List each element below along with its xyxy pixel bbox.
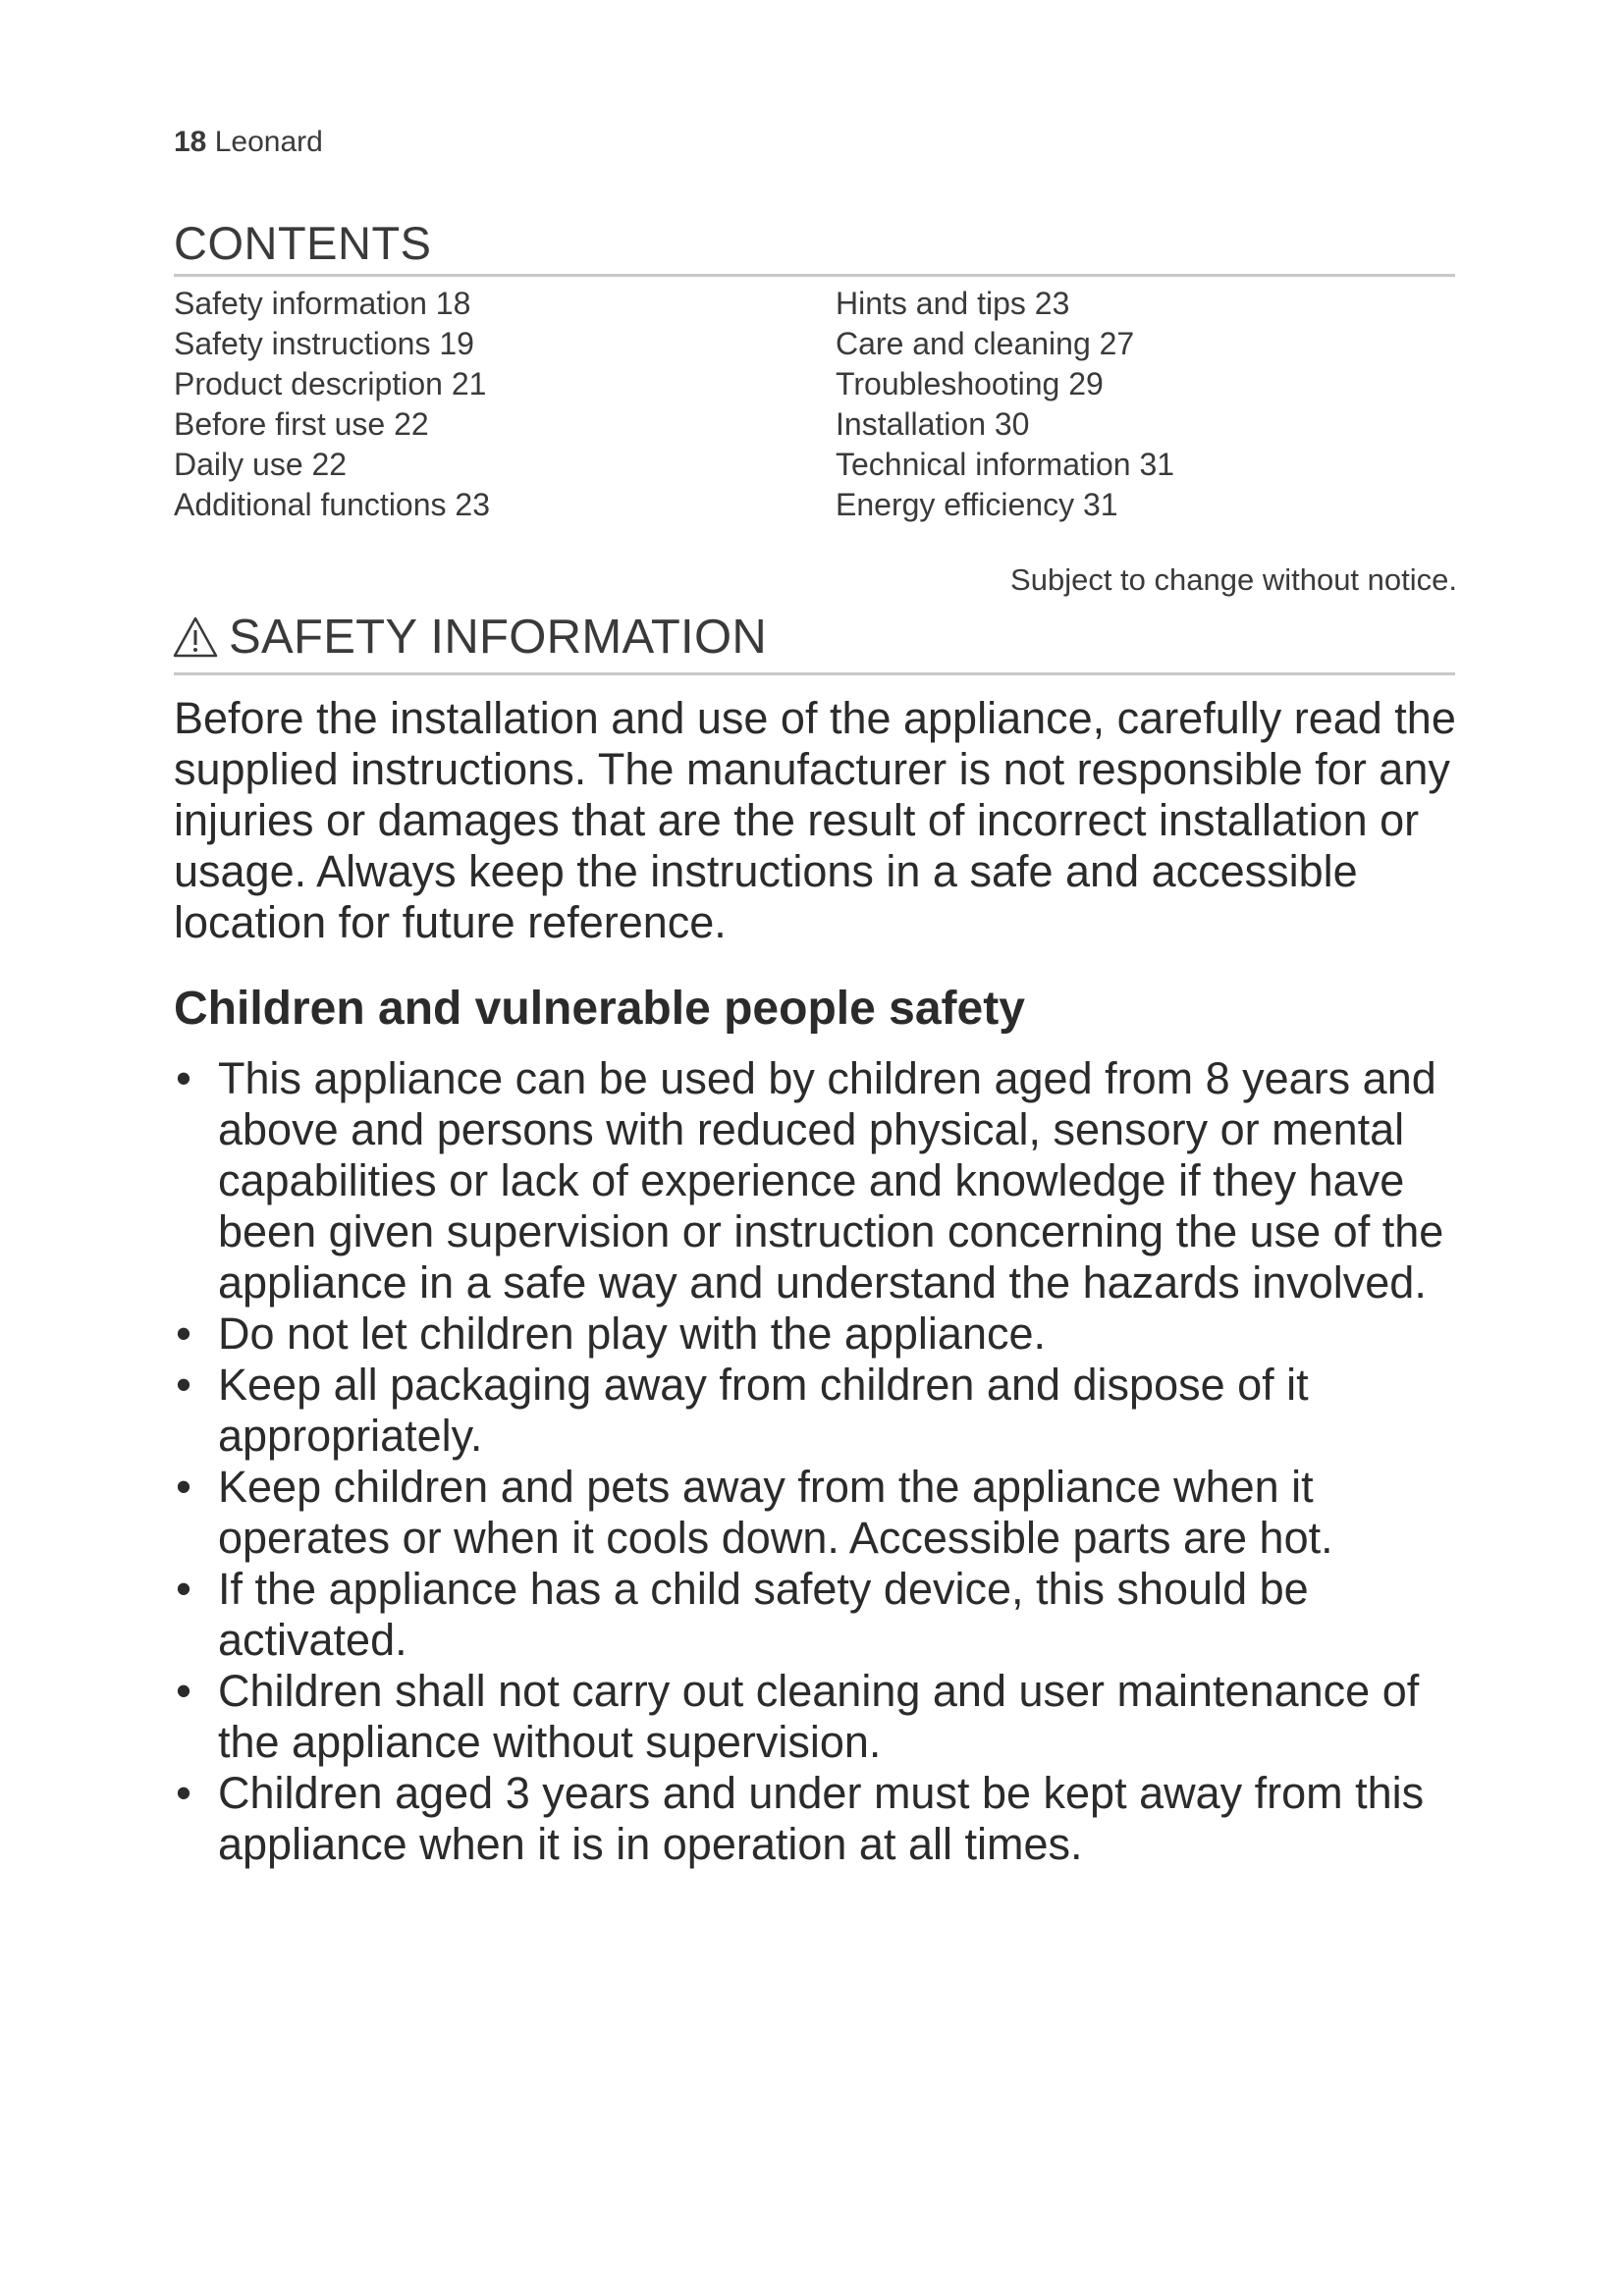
list-item [174, 1564, 1470, 1666]
bullet-icon: • [176, 1666, 191, 1716]
list-item-text: Keep children and pets away from the appliance when it operates or when it cools down. Accessible parts are hot. [218, 1462, 1333, 1563]
list-item [174, 1462, 1470, 1564]
list-item-text: This appliance can be used by children aged from 8 years and above and persons with reduced physical, sensory or mental capabilities or lack of experience and knowledge if they have been given supervision or instruction concerning the use of the appliance in a safe way and understand the hazards involved. [218, 1053, 1444, 1308]
toc-item[interactable]: Daily use 22 [174, 447, 348, 482]
toc-item[interactable]: Before first use 22 [174, 406, 429, 442]
list-item [174, 1666, 1470, 1768]
list-item-text: Children shall not carry out cleaning and user maintenance of the appliance without supervision. [218, 1666, 1420, 1767]
children-safety-heading: Children and vulnerable people safety [174, 983, 1025, 1035]
toc-item[interactable]: Additional functions 23 [174, 487, 490, 522]
toc-left-column [174, 284, 490, 525]
contents-title: CONTENTS [174, 217, 432, 269]
list-item [174, 1360, 1470, 1462]
list-item-text: If the appliance has a child safety device, this should be activated. [218, 1564, 1309, 1665]
toc-item[interactable]: Safety instructions 19 [174, 326, 474, 361]
list-item [174, 1053, 1470, 1308]
bullet-icon: • [176, 1564, 191, 1614]
toc-item[interactable]: Care and cleaning 27 [836, 326, 1135, 361]
list-item-text: Do not let children play with the appliance. [218, 1308, 1047, 1359]
toc-item[interactable]: Troubleshooting 29 [836, 366, 1104, 401]
change-notice: Subject to change without notice. [1010, 562, 1457, 597]
toc-right-column [836, 284, 1174, 525]
safety-divider [174, 672, 1455, 675]
page-number: 18 [174, 126, 207, 158]
safety-heading-text: SAFETY INFORMATION [229, 611, 768, 664]
list-item [174, 1308, 1470, 1360]
toc-item[interactable]: Safety information 18 [174, 286, 471, 321]
bullet-icon: • [176, 1053, 191, 1103]
list-item [174, 1768, 1470, 1870]
toc-item[interactable]: Energy efficiency 31 [836, 487, 1118, 522]
bullet-icon: • [176, 1308, 191, 1359]
brand-name: Leonard [214, 126, 323, 158]
bullet-icon: • [176, 1768, 191, 1818]
contents-divider [174, 274, 1455, 277]
toc-item[interactable]: Hints and tips 23 [836, 286, 1070, 321]
toc-item[interactable]: Technical information 31 [836, 447, 1175, 482]
safety-heading [172, 610, 767, 665]
warning-triangle-icon [172, 615, 219, 659]
safety-intro: Before the installation and use of the appliance, carefully read the supplied instructions. The manufacturer is not responsible for any injuries or damages that are the result of incorrect installation or usage. Always keep the instructions in a safe and accessible location for future reference. [174, 693, 1456, 947]
page-header [174, 126, 323, 159]
toc-item[interactable]: Product description 21 [174, 366, 487, 401]
list-item-text: Children aged 3 years and under must be kept away from this appliance when it is in operation at all times. [218, 1768, 1425, 1869]
bullet-icon: • [176, 1462, 191, 1512]
toc-item[interactable]: Installation 30 [836, 406, 1030, 442]
children-safety-list [174, 1053, 1470, 1870]
list-item-text: Keep all packaging away from children and dispose of it appropriately. [218, 1360, 1309, 1461]
bullet-icon: • [176, 1360, 191, 1410]
